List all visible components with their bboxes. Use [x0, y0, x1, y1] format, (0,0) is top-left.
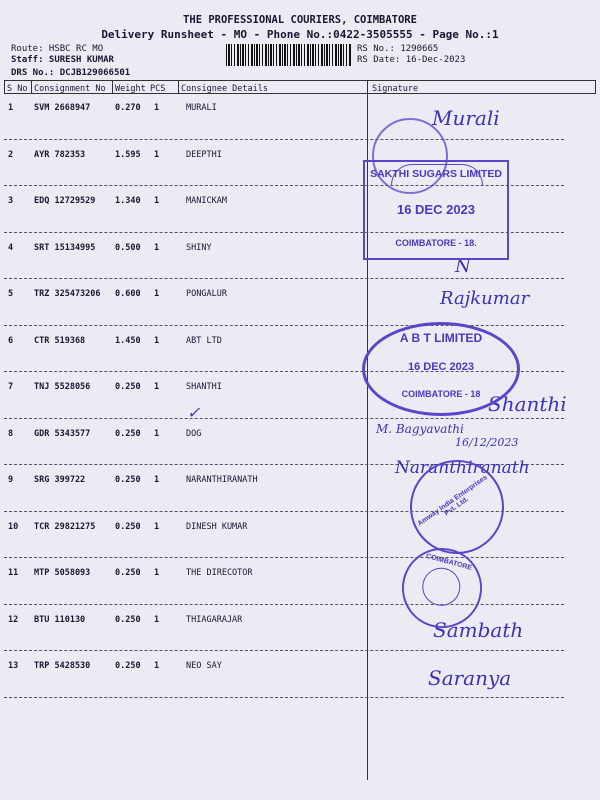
row-consignment-no: EDQ 12729529 — [34, 196, 96, 206]
row-weight: 1.595 — [115, 149, 141, 160]
row-consignment-no: TRP 5428530 — [34, 661, 91, 671]
row-consignee: DOG — [186, 428, 202, 439]
col-header-pcs: PCS — [150, 84, 166, 94]
row-pcs: 1 — [154, 521, 160, 532]
row-consignment-no: SRG 399722 — [34, 475, 86, 485]
row-sno: 4 — [8, 242, 14, 253]
row-consignment-no: TRZ 325473206 — [34, 289, 101, 299]
row-separator — [4, 278, 564, 279]
row-weight: 0.250 — [115, 475, 141, 485]
row-separator — [4, 650, 564, 651]
signature-7: Shanthi — [488, 392, 567, 416]
route-label: Route: HSBC RC MO — [11, 44, 104, 54]
row-weight: 0.250 — [115, 661, 141, 671]
row-separator — [4, 697, 564, 698]
runsheet-subtitle: Delivery Runsheet - MO - Phone No.:0422-3505555 - Page No.:1 — [101, 28, 499, 41]
row-pcs: 1 — [154, 475, 160, 485]
row-separator — [4, 557, 564, 558]
row-consignee: MANICKAM — [186, 196, 227, 206]
row-sno: 11 — [8, 568, 19, 578]
row-consignment-no: SRT 15134995 — [34, 242, 96, 253]
pen-mark: ✓ — [187, 403, 201, 422]
signature-12: Sambath — [433, 618, 524, 642]
row-consignment-no: GDR 5343577 — [34, 428, 91, 439]
row-pcs: 1 — [154, 428, 160, 439]
signature-4: N — [455, 256, 471, 277]
col-divider — [31, 80, 32, 93]
row-sno: 5 — [8, 289, 14, 299]
row-pcs: 1 — [154, 661, 160, 671]
row-pcs: 1 — [154, 196, 160, 206]
rs-number: RS No.: 1290665 — [357, 44, 439, 54]
row-weight: 0.600 — [115, 289, 141, 299]
row-separator — [4, 604, 564, 605]
col-header-consignee: Consignee Details — [181, 84, 268, 94]
row-weight: 0.250 — [115, 428, 141, 439]
stamp-company: SAKTHI SUGARS LIMITED — [370, 168, 502, 180]
row-weight: 1.340 — [115, 196, 141, 206]
signature-8-date: 16/12/2023 — [455, 436, 519, 449]
stamp-city: COIMBATORE — [425, 552, 473, 572]
col-header-signature: Signature — [372, 84, 419, 94]
stamp-inner-ring — [418, 564, 465, 611]
staff-label: Staff: SURESH KUMAR — [11, 55, 114, 65]
row-sno: 12 — [8, 614, 19, 625]
stamp-city: COIMBATORE - 18. — [395, 238, 477, 248]
row-pcs: 1 — [154, 103, 160, 113]
col-divider — [112, 80, 113, 93]
row-consignment-no: SVM 2668947 — [34, 103, 91, 113]
row-separator — [4, 325, 564, 326]
signature-8: M. Bagyavathi — [376, 422, 464, 436]
row-consignment-no: TNJ 5528056 — [34, 382, 91, 392]
company-title: THE PROFESSIONAL COURIERS, COIMBATORE — [183, 14, 417, 26]
row-pcs: 1 — [154, 242, 160, 253]
row-consignee: ABT LTD — [186, 335, 222, 346]
row-weight: 0.250 — [115, 568, 141, 578]
row-weight: 0.270 — [115, 103, 141, 113]
row-weight: 0.250 — [115, 614, 141, 625]
row-sno: 9 — [8, 475, 14, 485]
header-top-rule — [4, 80, 596, 81]
row-pcs: 1 — [154, 289, 160, 299]
col-divider — [4, 80, 5, 93]
signature-1: Murali — [432, 106, 500, 130]
row-separator — [4, 139, 564, 140]
row-sno: 10 — [8, 521, 19, 532]
rs-date: RS Date: 16-Dec-2023 — [357, 55, 466, 65]
col-divider — [178, 80, 179, 93]
row-pcs: 1 — [154, 614, 160, 625]
row-consignment-no: BTU 110130 — [34, 614, 86, 625]
row-consignment-no: MTP 5058093 — [34, 568, 91, 578]
row-consignee: NARANTHIRANATH — [186, 475, 258, 485]
row-sno: 7 — [8, 382, 14, 392]
row-pcs: 1 — [154, 149, 160, 160]
row-consignee: DINESH KUMAR — [186, 521, 248, 532]
row-pcs: 1 — [154, 568, 160, 578]
signature-9: Naranthiranath — [395, 458, 530, 478]
col-divider — [595, 80, 596, 93]
row-sno: 6 — [8, 335, 14, 346]
row-weight: 0.250 — [115, 521, 141, 532]
row-pcs: 1 — [154, 382, 160, 392]
row-pcs: 1 — [154, 335, 160, 346]
abt-limited-stamp — [362, 322, 520, 416]
col-header-weight: Weight — [115, 84, 146, 94]
stamp-company: A B T LIMITED — [399, 331, 483, 345]
row-consignment-no: AYR 782353 — [34, 149, 86, 160]
row-consignee: DEEPTHI — [186, 149, 222, 160]
round-seal-stamp — [372, 118, 448, 194]
stamp-date: 16 DEC 2023 — [407, 361, 475, 373]
row-consignee: THIAGARAJAR — [186, 614, 243, 625]
row-consignee: SHINY — [186, 242, 212, 253]
row-consignment-no: CTR 519368 — [34, 335, 86, 346]
signature-5: Rajkumar — [440, 288, 530, 309]
row-weight: 0.250 — [115, 382, 141, 392]
row-sno: 8 — [8, 428, 14, 439]
row-separator — [4, 418, 564, 419]
row-consignee: PONGALUR — [186, 289, 227, 299]
row-consignee: NEO SAY — [186, 661, 222, 671]
stamp-date: 16 DEC 2023 — [396, 202, 476, 217]
row-sno: 1 — [8, 103, 14, 113]
stamp-city: COIMBATORE - 18 — [401, 389, 481, 399]
row-sno: 2 — [8, 149, 14, 160]
col-header-sno: S No — [7, 84, 28, 94]
barcode — [226, 44, 352, 66]
row-consignee: THE DIRECOTOR — [186, 568, 253, 578]
row-consignee: SHANTHI — [186, 382, 222, 392]
drs-number: DRS No.: DCJB129066501 — [11, 68, 131, 78]
col-header-consignment: Consignment No — [34, 84, 106, 94]
stamp-company: Amway India Enterprises Pvt. Ltd. — [416, 474, 489, 528]
row-sno: 13 — [8, 661, 19, 671]
row-sno: 3 — [8, 196, 14, 206]
signature-13: Saranya — [428, 666, 512, 690]
row-consignment-no: TCR 29821275 — [34, 521, 96, 532]
row-weight: 0.500 — [115, 242, 141, 253]
row-weight: 1.450 — [115, 335, 141, 346]
row-consignee: MURALI — [186, 103, 217, 113]
